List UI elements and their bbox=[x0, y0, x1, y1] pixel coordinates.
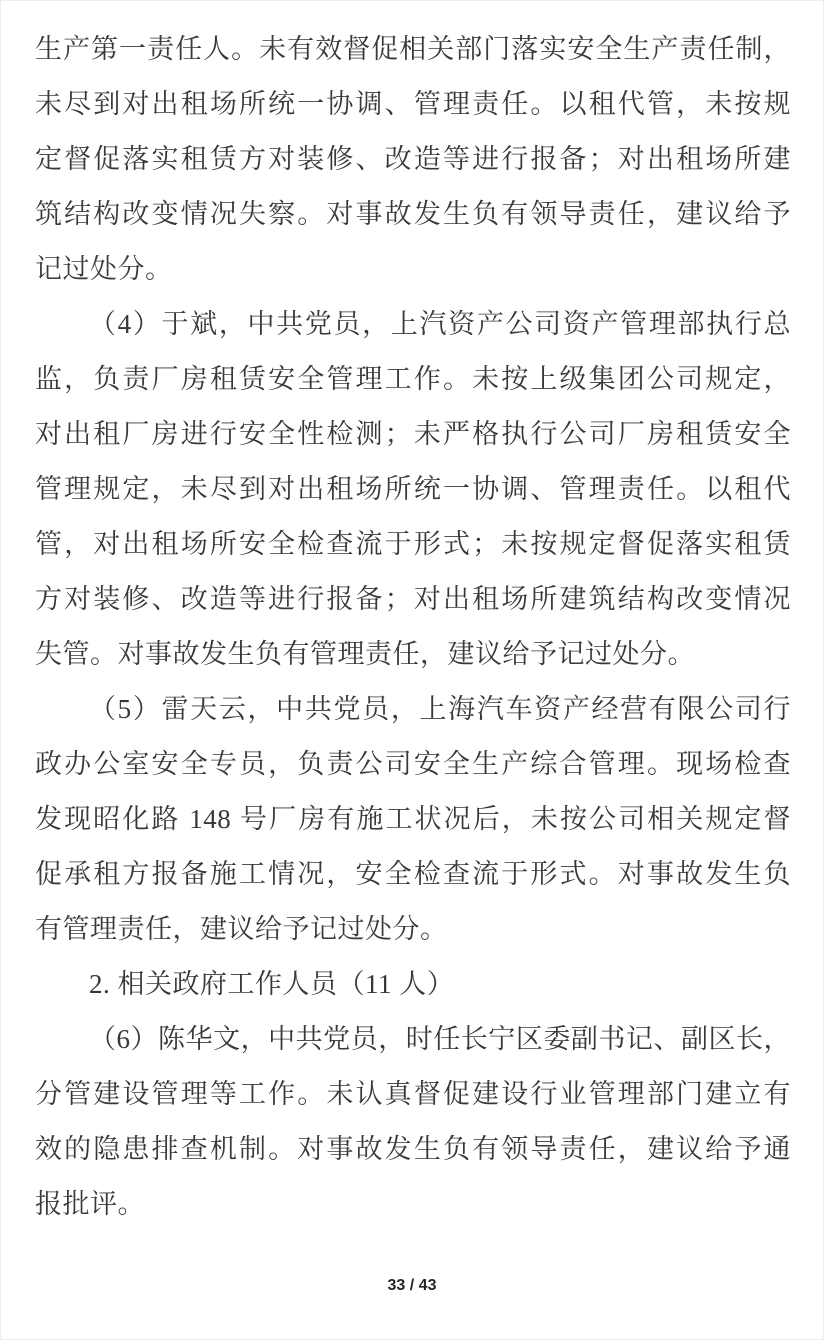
text-line: （5）雷天云，中共党员，上海汽车资产经营有限公司行 bbox=[89, 694, 791, 724]
text-line: 监，负责厂房租赁安全管理工作。未按上级集团公司规定， bbox=[35, 364, 791, 394]
text-line: 有管理责任，建议给予记过处分。 bbox=[35, 914, 448, 944]
text-line: 方对装修、改造等进行报备；对出租场所建筑结构改变情况 bbox=[35, 584, 791, 614]
text-line: 效的隐患排查机制。对事故发生负有领导责任，建议给予通 bbox=[35, 1134, 791, 1164]
text-line: （6）陈华文，中共党员，时任长宁区委副书记、副区长， bbox=[89, 1024, 791, 1054]
text-line: 记过处分。 bbox=[35, 254, 173, 284]
text-line: 促承租方报备施工情况，安全检查流于形式。对事故发生负 bbox=[35, 859, 791, 889]
document-text-block bbox=[35, 22, 791, 1232]
text-line: 定督促落实租赁方对装修、改造等进行报备；对出租场所建 bbox=[35, 144, 791, 174]
text-line: 生产第一责任人。未有效督促相关部门落实安全生产责任制， bbox=[35, 34, 791, 64]
text-line: 未尽到对出租场所统一协调、管理责任。以租代管，未按规 bbox=[35, 89, 791, 119]
page-indicator: 33 / 43 bbox=[387, 1277, 437, 1294]
text-line: 报批评。 bbox=[35, 1189, 145, 1219]
text-line: 对出租厂房进行安全性检测；未严格执行公司厂房租赁安全 bbox=[35, 419, 791, 449]
text-line: 筑结构改变情况失察。对事故发生负有领导责任，建议给予 bbox=[35, 199, 791, 229]
text-line: （4）于斌，中共党员，上汽资产公司资产管理部执行总 bbox=[89, 309, 791, 339]
text-line: 管理规定，未尽到对出租场所统一协调、管理责任。以租代 bbox=[35, 474, 791, 504]
section-heading-line: 2. 相关政府工作人员（11 人） bbox=[89, 969, 455, 999]
text-line: 失管。对事故发生负有管理责任，建议给予记过处分。 bbox=[35, 639, 695, 669]
text-line: 发现昭化路 148 号厂房有施工状况后，未按公司相关规定督 bbox=[35, 804, 791, 834]
text-line: 分管建设管理等工作。未认真督促建设行业管理部门建立有 bbox=[35, 1079, 791, 1109]
text-line: 管，对出租场所安全检查流于形式；未按规定督促落实租赁 bbox=[35, 529, 791, 559]
text-line: 政办公室安全专员，负责公司安全生产综合管理。现场检查 bbox=[35, 749, 791, 779]
